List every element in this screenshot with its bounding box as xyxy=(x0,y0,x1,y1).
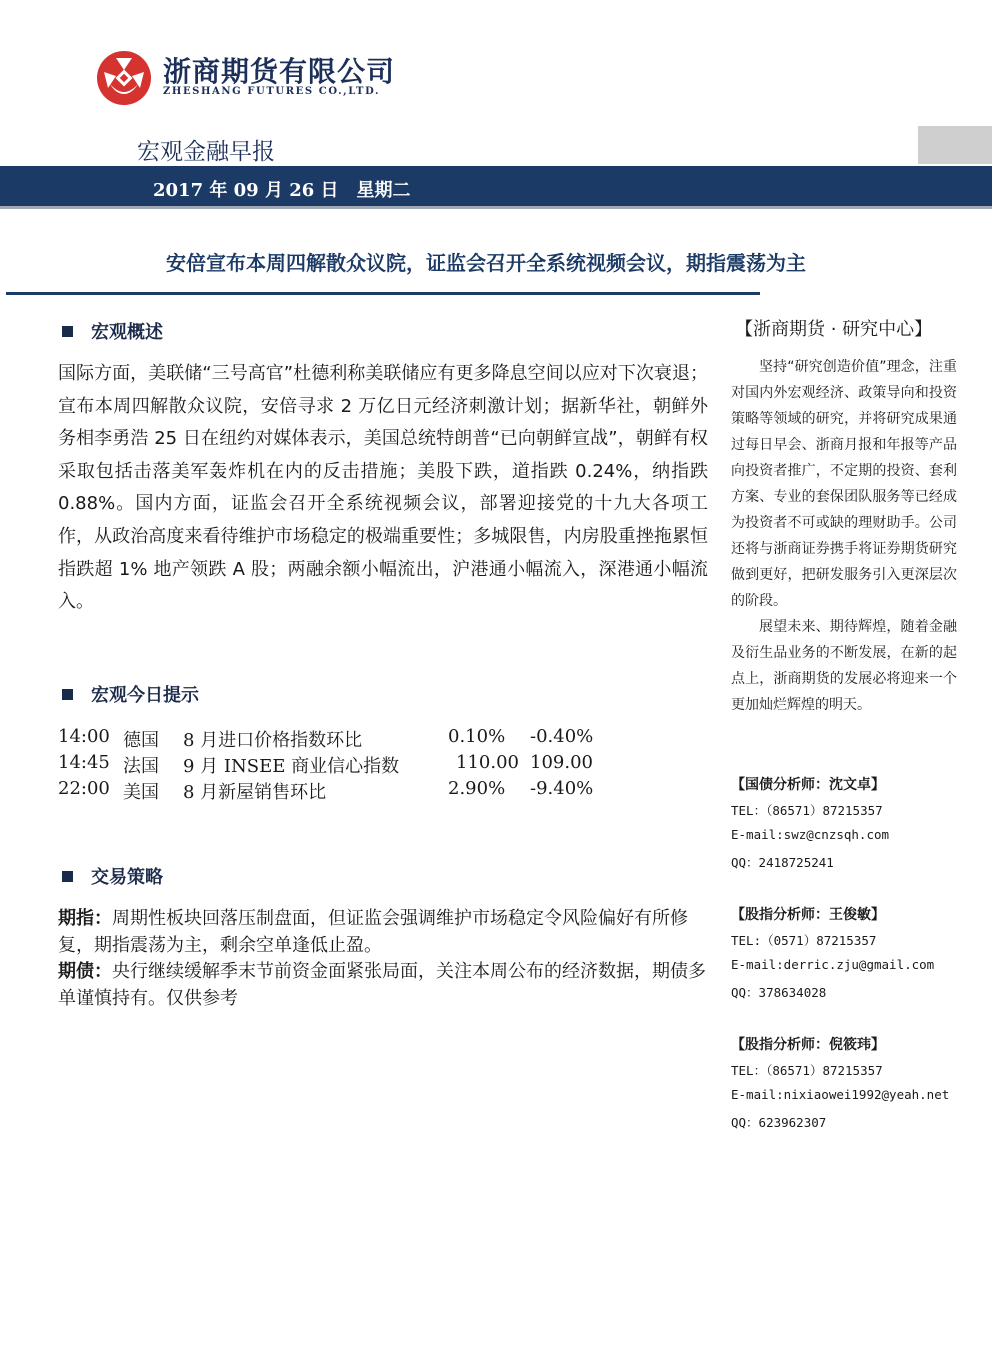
strategy-body: 周期性板块回落压制盘面，但证监会强调维护市场稳定令风险偏好有所修复，期指震荡为主，剩余空单逢低止盈。 xyxy=(58,908,688,956)
square-bullet-icon xyxy=(62,871,73,882)
overview-text: 国际方面，美联储“三号高官”杜德利称美联储应有更多降息空间以应对下次衰退；宣布本周四解散众议院，安倍寻求 2 万亿日元经济刺激计划；据新华社，朝鲜外务相李勇浩 25 日在纽约对媒体表示，美国总统特朗普“已向朝鲜宣战”，朝鲜有权采取包括击落美军轰炸机在内的反击措施；美股下跌，道指跌 0.24%，纳指跌 0.88%。国内方面，证监会召开全系统视频会议，部署迎接党的十九大各项工作，从政治高度来看待维护市场稳定的极端重要性；多城限售，内房股重挫拖累恒指跌超 1% 地产领跌 A 股；两融余额小幅流出，沪港通小幅流入，深港通小幅流入。 xyxy=(58,363,708,613)
header-gray-block xyxy=(918,126,992,164)
analyst-title: 【股指分析师：王俊敏】 xyxy=(731,907,885,923)
strategy-text xyxy=(58,906,710,1012)
event-name: 9 月 INSEE 商业信心指数 xyxy=(183,756,400,777)
event-time: 14:00 xyxy=(58,726,110,747)
research-center-outlook: 展望未来、期待辉煌，随着金融及衍生品业务的不断发展，在新的起点上，浙商期货的发展必将迎来一个更加灿烂辉煌的明天。 xyxy=(731,619,957,713)
strategy-label: 期指： xyxy=(58,908,112,929)
headline-divider xyxy=(6,292,760,295)
event-forecast: -9.40% xyxy=(530,778,594,799)
company-name-cn: 浙商期货有限公司 xyxy=(163,55,396,88)
event-name: 8 月进口价格指数环比 xyxy=(183,730,363,751)
research-center-intro: 坚持“研究创造价值”理念，注重对国内外宏观经济、政策导向和投资策略等领域的研究，并将研究成果通过每日早会、浙商月报和年报等产品向投资者推广，不定期的投资、套利方案、专业的套保团队服务等已经成为投资者不可或缺的理财助手。公司还将与浙商证券携手将证券期货研究做到更好，把研发服务引入更深层次的阶段。 xyxy=(731,359,957,609)
analyst-title: 【国债分析师：沈文卓】 xyxy=(731,777,885,793)
analyst-email[interactable]: E-mail:swz@cnzsqh.com xyxy=(731,827,890,842)
event-time: 22:00 xyxy=(58,778,110,799)
event-name: 8 月新屋销售环比 xyxy=(183,782,327,803)
strategy-item-bond-futures xyxy=(58,959,710,1012)
strategy-label: 期债： xyxy=(58,961,112,982)
event-country: 法国 xyxy=(123,756,159,777)
date-bar xyxy=(0,166,992,209)
analyst-qq: QQ：623962307 xyxy=(731,1115,827,1130)
event-forecast: -0.40% xyxy=(530,726,594,747)
company-name-en: ZHESHANG FUTURES CO.,LTD. xyxy=(163,86,381,97)
square-bullet-icon xyxy=(62,326,73,337)
analyst-email[interactable]: E-mail:nixiaowei1992@yeah.net xyxy=(731,1087,950,1102)
event-previous: 0.10% xyxy=(448,726,506,747)
analyst-tel: TEL：（86571）87215357 xyxy=(731,803,883,818)
page-headline: 安倍宣布本周四解散众议院，证监会召开全系统视频会议，期指震荡为主 xyxy=(166,251,806,275)
research-center-title: 【浙商期货 · 研究中心】 xyxy=(735,319,933,340)
section-title-overview: 宏观概述 xyxy=(62,318,163,344)
event-country: 美国 xyxy=(123,782,159,803)
event-forecast: 109.00 xyxy=(530,752,593,773)
strategy-item-index-futures xyxy=(58,906,710,959)
event-previous: 2.90% xyxy=(448,778,506,799)
strategy-body: 央行继续缓解季末节前资金面紧张局面，关注本周公布的经济数据，期债多单谨慎持有。仅供参考 xyxy=(58,961,706,1009)
report-type: 宏观金融早报 xyxy=(137,139,275,165)
square-bullet-icon xyxy=(62,689,73,700)
event-previous: 110.00 xyxy=(456,752,519,773)
company-logo-icon xyxy=(96,50,152,106)
event-time: 14:45 xyxy=(58,752,110,773)
section-title-calendar: 宏观今日提示 xyxy=(62,681,199,707)
analyst-tel: TEL:（0571）87215357 xyxy=(731,933,877,948)
analyst-tel: TEL：（86571）87215357 xyxy=(731,1063,883,1078)
event-country: 德国 xyxy=(123,730,159,751)
analyst-qq: QQ：378634028 xyxy=(731,985,827,1000)
section-title-strategy: 交易策略 xyxy=(62,863,163,889)
analyst-title: 【股指分析师：倪筱玮】 xyxy=(731,1037,885,1053)
report-date: 2017 年 09 月 26 日 星期二 xyxy=(153,180,411,201)
analyst-qq: QQ：2418725241 xyxy=(731,855,834,870)
analyst-email[interactable]: E-mail:derric.zju@gmail.com xyxy=(731,957,935,972)
